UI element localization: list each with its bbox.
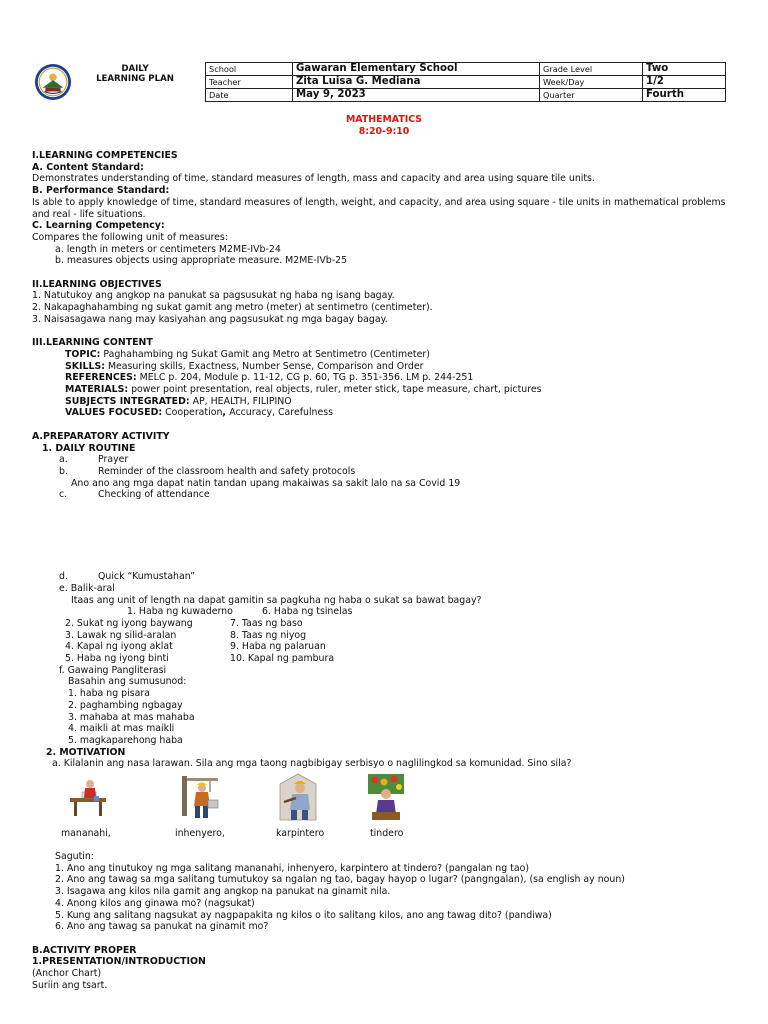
pangliterasi-item: 1. haba ng pisara	[68, 688, 150, 700]
motivation-question: 2. Ano ang tawag sa mga salitang tumutukoy sa ngalan ng tao, bagay hayop o lugar? (pangngalan), (sa english ay noun)	[55, 874, 625, 886]
grade-value: Two	[643, 63, 726, 76]
objective-item: 3. Naisasagawa nang may kasiyahan ang pagsusukat ng mga bagay bagay.	[32, 313, 388, 325]
references-line	[32, 372, 738, 384]
topic-line	[32, 349, 738, 361]
routine-text: Quick “Kumustahan”	[98, 571, 196, 583]
objective-item: 1. Natutukoy ang angkop na panukat sa pagsusukat ng haba ng isang bagay.	[32, 290, 395, 302]
balik-aral-row	[32, 653, 738, 665]
materials-label: MATERIALS:	[65, 384, 129, 396]
subject-time: 8:20-9:10	[358, 125, 410, 137]
pangliterasi-item: 5. magkaparehong haba	[68, 734, 183, 746]
routine-item	[32, 571, 738, 583]
anchor-chart-note: (Anchor Chart)	[32, 968, 102, 980]
skills-line	[32, 361, 738, 373]
balik-aral-row	[32, 641, 738, 653]
balik-aral-row	[32, 606, 738, 618]
picture-caption: inhenyero,	[175, 828, 225, 840]
plan-title	[92, 64, 178, 84]
competency-item: a. length in meters or centimeters M2ME-IVb-24	[55, 243, 281, 255]
content-heading: III.LEARNING CONTENT	[32, 337, 153, 349]
learning-competency-text: Compares the following unit of measures:	[32, 231, 228, 243]
balik-aral-right: 7. Taas ng baso	[230, 617, 303, 629]
engineer-icon	[180, 772, 222, 820]
balik-aral-left: 4. Kapal ng iyong aklat	[65, 641, 173, 653]
pangliterasi-heading: f. Gawaing Pangliterasi	[59, 664, 167, 676]
community-helpers-pictures	[32, 770, 738, 828]
balik-aral-left: 1. Haba ng kuwaderno	[127, 606, 233, 618]
motivation-heading: 2. MOTIVATION	[46, 746, 126, 758]
performance-standard-heading: B. Performance Standard:	[32, 185, 170, 197]
balik-aral-right: 9. Haba ng palaruan	[230, 641, 326, 653]
subjects-line	[32, 396, 738, 408]
balik-aral-left: 2. Sukat ng iyong baywang	[65, 617, 193, 629]
routine-letter: b.	[59, 465, 68, 477]
balik-aral-row	[32, 630, 738, 642]
quarter-value: Fourth	[643, 89, 726, 102]
pangliterasi-item: 2. paghambing ngbagay	[68, 699, 183, 711]
routine-letter: c.	[59, 489, 68, 501]
vendor-icon	[366, 770, 406, 822]
learning-competency-heading: C. Learning Competency:	[32, 220, 165, 232]
motivation-prompt: a. Kilalanin ang nasa larawan. Sila ang mga taong nagbibigay serbisyo o naglilingkod sa komunidad. Sino sila?	[52, 758, 572, 770]
values-sep-2: ,	[272, 407, 278, 419]
materials-text: power point presentation, real objects, ruler, meter stick, tape measure, chart, pictures	[128, 384, 542, 396]
teacher-value: Zita Luisa G. Mediana	[293, 76, 540, 89]
picture-caption: mananahi,	[61, 828, 111, 840]
quarter-label: Quarter	[540, 89, 643, 102]
values-label: VALUES FOCUSED:	[65, 407, 163, 419]
values-sep-1: ,	[222, 407, 230, 419]
skills-text: Measuring skills, Exactness, Number Sense, Comparison and Order	[104, 360, 424, 372]
routine-text: Reminder of the classroom health and safety protocols	[98, 465, 356, 477]
references-text: MELC p. 204, Module p. 11-12, CG p. 60, TG p. 351-356. LM p. 244-251	[136, 372, 474, 384]
materials-line	[32, 384, 738, 396]
routine-text: Checking of attendance	[98, 489, 210, 501]
carpenter-icon	[276, 772, 320, 822]
balik-aral-row	[32, 618, 738, 630]
picture-captions	[32, 828, 738, 840]
sagutin-label: Sagutin:	[55, 851, 94, 863]
preparatory-heading: A.PREPARATORY ACTIVITY	[32, 430, 170, 442]
daily-routine-heading: 1. DAILY ROUTINE	[42, 442, 136, 454]
routine-letter: d.	[59, 571, 68, 583]
week-value: 1/2	[643, 76, 726, 89]
balik-aral-left: 3. Lawak ng silid-aralan	[65, 629, 177, 641]
motivation-question: 1. Ano ang tinutukoy ng mga salitang mananahi, inhenyero, karpintero at tindero? (pangalan ng tao)	[55, 862, 529, 874]
date-label: Date	[206, 89, 293, 102]
date-value: May 9, 2023	[293, 89, 540, 102]
deped-seal-icon	[34, 63, 72, 101]
presentation-heading: 1.PRESENTATION/INTRODUCTION	[32, 956, 206, 968]
subjects-label: SUBJECTS INTEGRATED:	[65, 395, 190, 407]
week-label: Week/Day	[540, 76, 643, 89]
values-3: Carefulness	[278, 407, 334, 419]
document-header	[32, 62, 736, 104]
competencies-heading: I.LEARNING COMPETENCIES	[32, 150, 178, 161]
routine-item	[32, 489, 738, 501]
pangliterasi-sub: Basahin ang sumusunod:	[68, 676, 187, 688]
values-2: Accuracy	[229, 407, 273, 419]
balik-aral-left: 5. Haba ng iyong binti	[65, 653, 169, 665]
topic-label: TOPIC:	[65, 348, 101, 360]
plan-title-line-1: DAILY	[121, 64, 149, 74]
blank-space	[32, 501, 738, 571]
objectives-heading: II.LEARNING OBJECTIVES	[32, 278, 162, 290]
motivation-question: 5. Kung ang salitang nagsukat ay nagpapakita ng kilos o ito salitang kilos, ano ang tawag dito? (pandiwa)	[55, 909, 552, 921]
motivation-question: 4. Anong kilos ang ginawa mo? (nagsukat)	[55, 897, 255, 909]
picture-caption: karpintero	[276, 828, 325, 840]
routine-item	[32, 466, 738, 478]
teacher-label: Teacher	[206, 76, 293, 89]
routine-text: Prayer	[98, 454, 129, 466]
picture-caption: tindero	[370, 828, 404, 840]
info-table	[205, 62, 726, 102]
routine-note: Ano ano ang mga dapat natin tandan upang makaiwas sa sakit lalo na sa Covid 19	[71, 477, 461, 489]
content-standard-text: Demonstrates understanding of time, standard measures of length, mass and capacity and area using square tile units.	[32, 173, 595, 185]
pangliterasi-item: 4. maikli at mas maikli	[68, 723, 175, 735]
grade-label: Grade Level	[540, 63, 643, 76]
content-standard-heading: A. Content Standard:	[32, 161, 144, 173]
balik-aral-right: 8. Taas ng niyog	[230, 629, 307, 641]
document-body	[32, 150, 738, 991]
subject-title: MATHEMATICS	[345, 114, 423, 125]
values-line	[32, 407, 738, 419]
school-label: School	[206, 63, 293, 76]
activity-instruction: Suriin ang tsart.	[32, 979, 108, 991]
competency-item: b. measures objects using appropriate measure. M2ME-IVb-25	[55, 255, 348, 267]
routine-item	[32, 454, 738, 466]
performance-standard-text: Is able to apply knowledge of time, standard measures of length, weight, and capacity, and area using square - tile units in mathematical problems and real - life situations.	[32, 196, 726, 220]
balik-aral-heading: e. Balik-aral	[59, 582, 115, 594]
subjects-text: AP, HEALTH, FILIPINO	[189, 395, 292, 407]
routine-letter: a.	[59, 454, 68, 466]
balik-aral-question: Itaas ang unit of length na dapat gamitin sa pagkuha ng haba o sukat sa bawat bagay?	[71, 594, 482, 606]
objective-item: 2. Nakapaghahambing ng sukat gamit ang metro (meter) at sentimetro (centimeter).	[32, 302, 433, 314]
balik-aral-right: 6. Haba ng tsinelas	[262, 606, 353, 618]
balik-aral-right: 10. Kapal ng pambura	[230, 653, 335, 665]
tailor-icon	[68, 778, 108, 818]
values-1: Cooperation	[162, 407, 223, 419]
motivation-question: 3. Isagawa ang kilos nila gamit ang angkop na panukat na ginamit nila.	[55, 886, 391, 898]
school-value: Gawaran Elementary School	[293, 63, 540, 76]
pangliterasi-item: 3. mahaba at mas mahaba	[68, 711, 195, 723]
activity-heading: B.ACTIVITY PROPER	[32, 944, 137, 956]
topic-text: Paghahambing ng Sukat Gamit ang Metro at Sentimetro (Centimeter)	[100, 348, 430, 360]
motivation-question: 6. Ano ang tawag sa panukat na ginamit mo?	[55, 921, 269, 933]
skills-label: SKILLS:	[65, 360, 105, 372]
plan-title-line-2: LEARNING PLAN	[96, 74, 174, 84]
references-label: REFERENCES:	[65, 372, 137, 384]
